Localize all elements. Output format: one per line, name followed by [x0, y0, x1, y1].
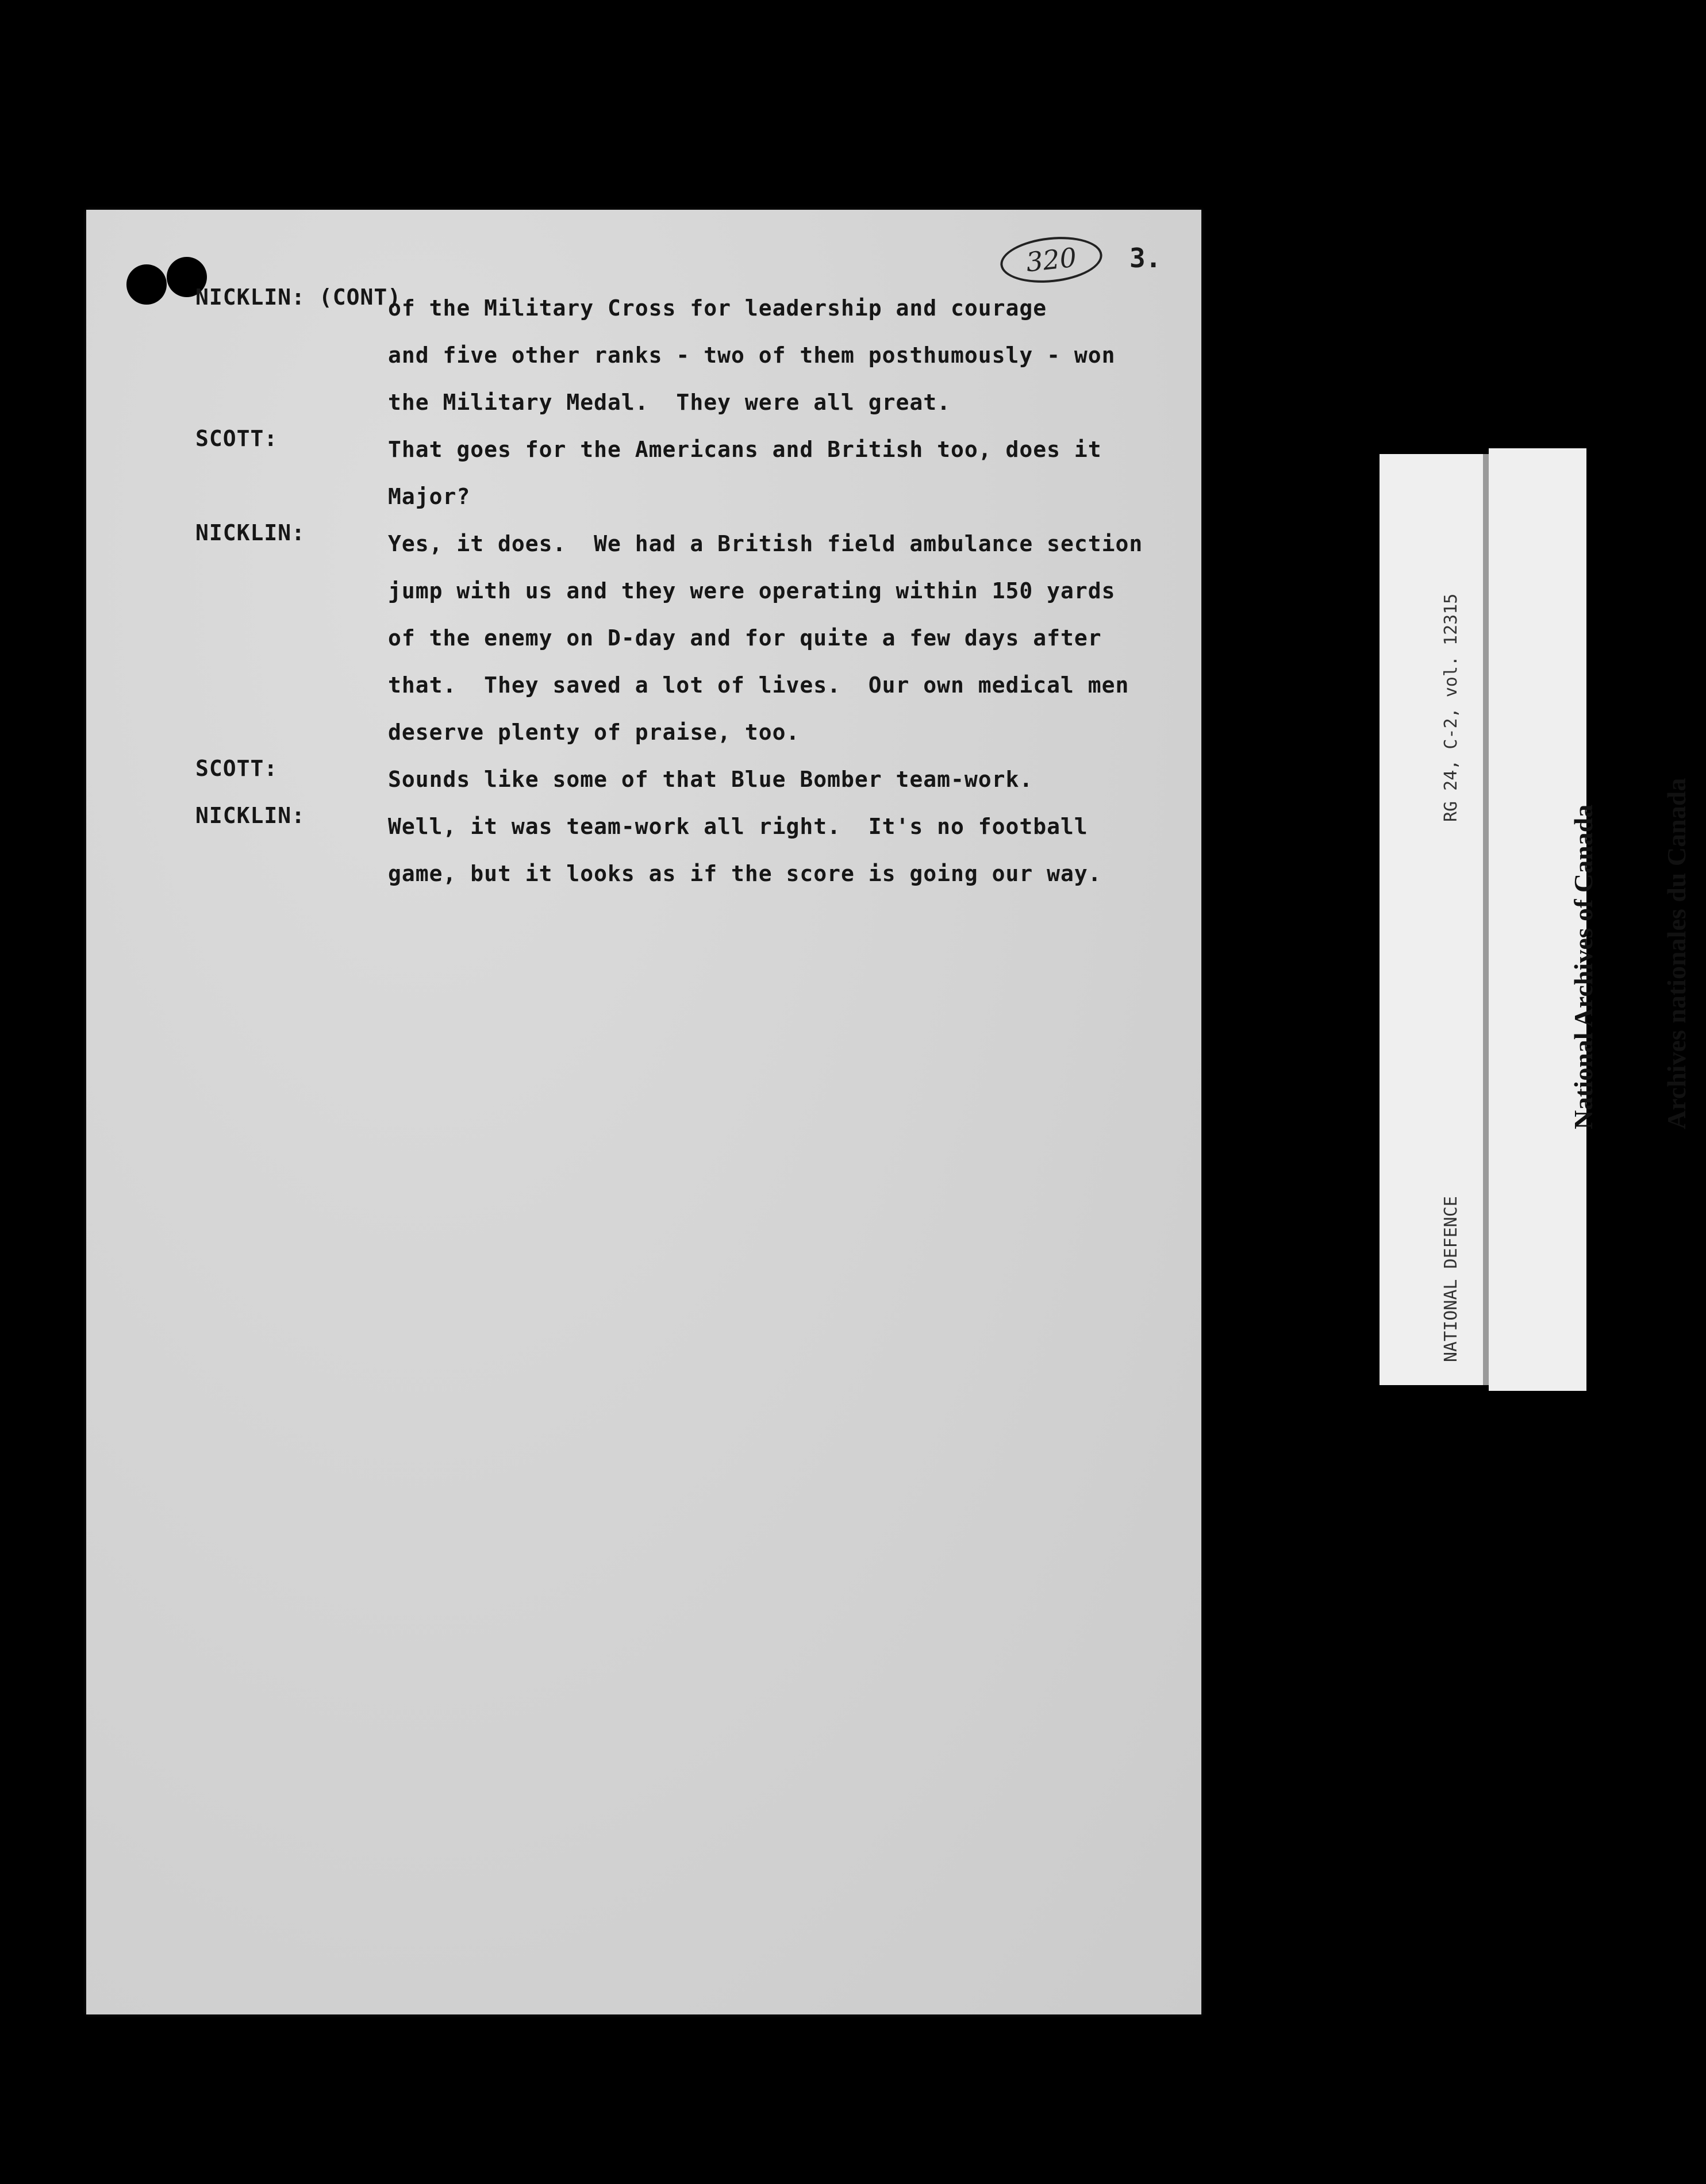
archive-reference-strip — [1380, 454, 1483, 1385]
dialogue-line: the Military Medal. They were all great. — [388, 390, 951, 415]
speaker-label: NICKLIN: — [195, 803, 306, 828]
script-body — [195, 284, 1167, 897]
speaker-label: NICKLIN: — [195, 520, 306, 545]
dialogue-line: Major? — [388, 484, 471, 509]
dialogue-entry — [195, 520, 1167, 756]
speaker-label: SCOTT: — [195, 756, 278, 781]
dialogue-line: and five other ranks - two of them posthumously - won — [388, 343, 1116, 368]
archive-name-strip — [1489, 448, 1691, 1391]
dialogue-line: of the enemy on D-day and for quite a few days after — [388, 625, 1102, 651]
dialogue-line: of the Military Cross for leadership and courage — [388, 295, 1047, 321]
label-divider — [1483, 454, 1489, 1385]
archive-label — [1380, 454, 1691, 1385]
archives-name: National Archives of Canada Archives nationales du Canada — [1569, 778, 1691, 1129]
dialogue-entry — [195, 756, 1167, 803]
dialogue-line: jump with us and they were operating within 150 yards — [388, 578, 1116, 603]
dialogue-line: game, but it looks as if the score is going our way. — [388, 861, 1102, 886]
dialogue-line: deserve plenty of praise, too. — [388, 720, 800, 745]
page-number: 3. — [1129, 243, 1162, 274]
dialogue-entry — [195, 803, 1167, 897]
speaker-label: NICKLIN: (CONT) — [195, 284, 402, 310]
dialogue-entry — [195, 426, 1167, 520]
dialogue-line: That goes for the Americans and British too, does it — [388, 437, 1102, 462]
dialogue-line: that. They saved a lot of lives. Our own medical men — [388, 672, 1129, 698]
document-page — [86, 210, 1201, 2014]
dialogue-line: Yes, it does. We had a British field ambulance section — [388, 531, 1143, 556]
dialogue-entry — [195, 284, 1167, 426]
dialogue-line: Sounds like some of that Blue Bomber team-work. — [388, 767, 1033, 792]
folio-number: 320 — [998, 232, 1104, 287]
department-text: NATIONAL DEFENCE — [1441, 1196, 1461, 1362]
punch-hole-left — [126, 264, 167, 305]
reference-text: RG 24, C-2, vol. 12315 — [1441, 593, 1461, 822]
speaker-label: SCOTT: — [195, 426, 278, 451]
dialogue-line: Well, it was team-work all right. It's no football — [388, 814, 1088, 839]
